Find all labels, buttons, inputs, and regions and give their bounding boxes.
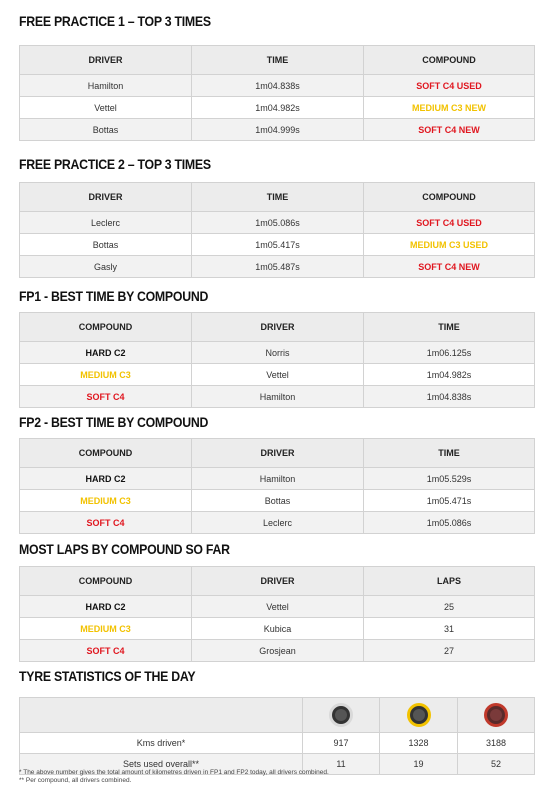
column-header: COMPOUND [20, 313, 192, 342]
table-row [20, 342, 535, 364]
driver-cell: Leclerc [20, 212, 192, 234]
stat-label: Kms driven* [20, 733, 303, 754]
driver-cell: Bottas [192, 490, 364, 512]
time-cell: 1m05.417s [192, 234, 364, 256]
time-cell: 1m05.086s [192, 212, 364, 234]
time-cell: 1m05.487s [192, 256, 364, 278]
driver-cell: Kubica [192, 618, 364, 640]
table-row [20, 75, 535, 97]
laps-title: MOST LAPS BY COMPOUND SO FAR [19, 541, 230, 557]
table-row [20, 386, 535, 408]
fp1-table [19, 45, 535, 141]
driver-cell: Bottas [20, 234, 192, 256]
table-row [20, 490, 535, 512]
table-row [20, 618, 535, 640]
compound-cell: SOFT C4 USED [364, 212, 535, 234]
column-header: DRIVER [192, 439, 364, 468]
driver-cell: Vettel [20, 97, 192, 119]
driver-cell: Bottas [20, 119, 192, 141]
driver-cell: Leclerc [192, 512, 364, 534]
soft-tyre-cell [458, 698, 535, 733]
column-header: COMPOUND [20, 439, 192, 468]
time-cell: 1m04.838s [192, 75, 364, 97]
table-row [20, 97, 535, 119]
footnote: * The above number gives the total amount of kilometres driven in FP1 and FP2 today, all drivers combined. [19, 769, 329, 776]
time-cell: 1m05.086s [364, 512, 535, 534]
column-header: TIME [364, 439, 535, 468]
time-cell: 1m05.529s [364, 468, 535, 490]
column-header: DRIVER [192, 567, 364, 596]
driver-cell: Hamilton [20, 75, 192, 97]
compound-cell: MEDIUM C3 NEW [364, 97, 535, 119]
soft-tyre-icon [484, 703, 508, 727]
stat-label: Sets used overall** [20, 754, 303, 775]
compound-cell: SOFT C4 USED [364, 75, 535, 97]
compound-cell: SOFT C4 [20, 512, 192, 534]
compound-cell: SOFT C4 NEW [364, 256, 535, 278]
column-header: DRIVER [20, 183, 192, 212]
table-row [20, 234, 535, 256]
column-header: TIME [364, 313, 535, 342]
laps-cell: 27 [364, 640, 535, 662]
stat-value: 3188 [458, 733, 535, 754]
column-header: DRIVER [20, 46, 192, 75]
driver-cell: Vettel [192, 364, 364, 386]
table-row [20, 212, 535, 234]
medium-tyre-icon [407, 703, 431, 727]
table-row [20, 640, 535, 662]
time-cell: 1m04.982s [192, 97, 364, 119]
column-header: COMPOUND [364, 183, 535, 212]
table-row [20, 512, 535, 534]
column-header: COMPOUND [20, 567, 192, 596]
compound-cell: SOFT C4 [20, 640, 192, 662]
column-header: TIME [192, 183, 364, 212]
laps-cell: 31 [364, 618, 535, 640]
fp1-best-title: FP1 - BEST TIME BY COMPOUND [19, 288, 209, 304]
compound-cell: SOFT C4 NEW [364, 119, 535, 141]
medium-tyre-cell [380, 698, 458, 733]
stat-value: 19 [380, 754, 458, 775]
hard-tyre-cell [303, 698, 380, 733]
stats-table [19, 697, 535, 775]
compound-cell: HARD C2 [20, 342, 192, 364]
driver-cell: Hamilton [192, 468, 364, 490]
laps-cell: 25 [364, 596, 535, 618]
table-row [20, 256, 535, 278]
column-header: COMPOUND [364, 46, 535, 75]
stat-value: 11 [303, 754, 380, 775]
stat-value: 917 [303, 733, 380, 754]
compound-cell: MEDIUM C3 USED [364, 234, 535, 256]
time-cell: 1m06.125s [364, 342, 535, 364]
stats-title: TYRE STATISTICS OF THE DAY [19, 668, 196, 684]
footnote: ** Per compound, all drivers combined. [19, 777, 132, 784]
fp2-title: FREE PRACTICE 2 – TOP 3 TIMES [19, 156, 211, 172]
table-row [20, 119, 535, 141]
driver-cell: Vettel [192, 596, 364, 618]
table-row [20, 468, 535, 490]
stats-header-blank [20, 698, 303, 733]
compound-cell: MEDIUM C3 [20, 490, 192, 512]
time-cell: 1m04.999s [192, 119, 364, 141]
driver-cell: Grosjean [192, 640, 364, 662]
fp1-best-table [19, 312, 535, 408]
table-row [20, 733, 535, 754]
table-row [20, 596, 535, 618]
compound-cell: HARD C2 [20, 468, 192, 490]
table-row [20, 364, 535, 386]
fp2-best-title: FP2 - BEST TIME BY COMPOUND [19, 414, 209, 430]
compound-cell: MEDIUM C3 [20, 364, 192, 386]
driver-cell: Hamilton [192, 386, 364, 408]
time-cell: 1m04.982s [364, 364, 535, 386]
stat-value: 52 [458, 754, 535, 775]
laps-table [19, 566, 535, 662]
compound-cell: SOFT C4 [20, 386, 192, 408]
stat-value: 1328 [380, 733, 458, 754]
time-cell: 1m05.471s [364, 490, 535, 512]
driver-cell: Norris [192, 342, 364, 364]
driver-cell: Gasly [20, 256, 192, 278]
column-header: LAPS [364, 567, 535, 596]
compound-cell: MEDIUM C3 [20, 618, 192, 640]
time-cell: 1m04.838s [364, 386, 535, 408]
column-header: DRIVER [192, 313, 364, 342]
fp1-title: FREE PRACTICE 1 – TOP 3 TIMES [19, 13, 211, 29]
fp2-table [19, 182, 535, 278]
column-header: TIME [192, 46, 364, 75]
compound-cell: HARD C2 [20, 596, 192, 618]
hard-tyre-icon [329, 703, 353, 727]
fp2-best-table [19, 438, 535, 534]
